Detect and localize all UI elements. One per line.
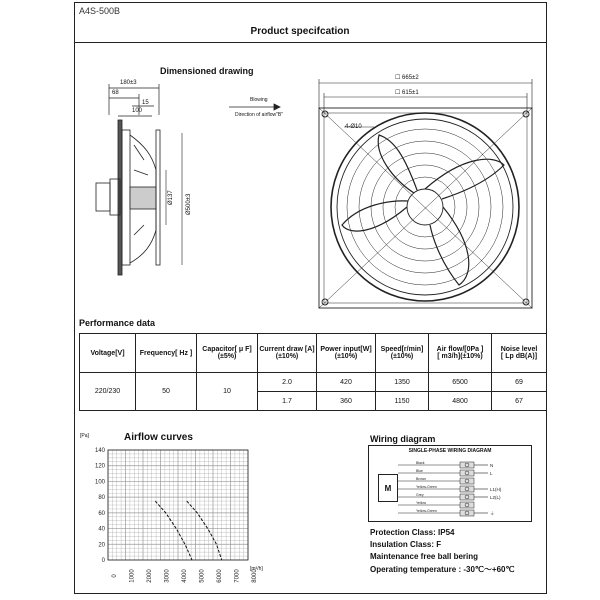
y-tick-label: 120 (94, 463, 105, 470)
dim-500-label: Ø500±3 (186, 193, 192, 215)
terminal-label: L1(H) (490, 487, 502, 492)
performance-table (79, 333, 547, 411)
x-tick-label: 8000 (252, 569, 258, 583)
airflow-chart (74, 440, 274, 590)
wire-label: Yellow-Green (416, 485, 437, 489)
wire-label: Yellow (416, 501, 426, 505)
header-current: Current draw [A] (±10%) (258, 334, 317, 373)
dim-100-label: 100 (132, 108, 143, 114)
cell-current: 2.0 (258, 373, 317, 392)
cell-speed: 1150 (376, 392, 429, 411)
header-voltage: Voltage[V] (80, 334, 136, 373)
x-tick-label: 7000 (234, 569, 241, 583)
page-title: Product specifcation (250, 26, 350, 37)
wire-label: Grey (416, 493, 424, 497)
dim-665-label: ☐ 665±2 (395, 75, 419, 81)
header-speed: Speed[r/min] (±10%) (376, 334, 429, 373)
terminal-label: N (490, 463, 494, 468)
dim-15-label: 15 (142, 100, 149, 106)
wire-label: Brown (416, 477, 426, 481)
header-capacitor: Capacitor[ μ F] (±5%) (197, 334, 258, 373)
x-tick-label: 1000 (129, 569, 136, 583)
y-unit-label: [Pa] (80, 433, 89, 439)
performance-title: Performance data (79, 318, 156, 328)
model-number: A4S-500B (79, 6, 121, 16)
blowing-label: Blowing (250, 97, 268, 103)
x-tick-label: 4000 (182, 569, 188, 583)
terminal-label: L (490, 471, 493, 476)
wire-label: Black (416, 461, 425, 465)
y-tick-label: 100 (94, 479, 105, 486)
wiring-lines (368, 455, 532, 521)
dim-137-label: Ø137 (168, 190, 174, 205)
dim-68-label: 68 (112, 90, 119, 96)
wiring-title: Wiring diagram (370, 434, 436, 444)
x-unit-label: [m³/h] (250, 566, 263, 572)
wiring-box-title: SINGLE-PHASE WIRING DIAGRAM (408, 448, 492, 454)
y-tick-label: 60 (98, 510, 105, 517)
x-tick-label: 0 (112, 574, 118, 578)
cell-frequency: 50 (136, 373, 197, 411)
protection-class: Protection Class: IP54 (370, 528, 455, 537)
dim-180-label: 180±3 (120, 80, 137, 86)
cell-airflow: 6500 (429, 373, 492, 392)
y-tick-label: 0 (101, 558, 105, 564)
holes-label: 4-Ø10 (345, 124, 362, 130)
x-tick-label: 6000 (217, 569, 223, 583)
wire-label: Yellow-Green (416, 509, 437, 513)
cell-speed: 1350 (376, 373, 429, 392)
cell-power: 420 (317, 373, 376, 392)
operating-temperature: Operating temperature : -30℃～+60℃ (370, 565, 515, 574)
y-tick-label: 80 (98, 495, 105, 502)
cell-voltage: 220/230 (80, 373, 136, 411)
cell-noise: 69 (492, 373, 547, 392)
title-divider (74, 42, 547, 43)
header-frequency: Frequency[ Hz ] (136, 334, 197, 373)
x-tick-label: 3000 (164, 569, 171, 583)
airflow-chart-title: Airflow curves (124, 432, 193, 443)
cell-airflow: 4800 (429, 392, 492, 411)
x-tick-label: 5000 (199, 569, 206, 583)
cell-capacitor: 10 (197, 373, 258, 411)
y-tick-label: 20 (98, 542, 105, 549)
header-airflow: Air flow/[0Pa ] [ m3/h](±10%) (429, 334, 492, 373)
maintenance-note: Maintenance free ball bering (370, 552, 479, 561)
direction-label: Direction of airflow"B" (235, 112, 284, 118)
insulation-class: Insulation Class: F (370, 540, 442, 549)
header-power: Power input[W] (±10%) (317, 334, 376, 373)
wire-label: Blue (416, 469, 424, 473)
terminal-label: L2(L) (490, 495, 501, 500)
cell-power: 360 (317, 392, 376, 411)
dimensioned-drawing (74, 75, 547, 315)
cell-current: 1.7 (258, 392, 317, 411)
dim-615-label: ☐ 615±1 (395, 90, 419, 96)
header-noise: Noise level [ Lp dB(A)] (492, 334, 547, 373)
x-tick-label: 2000 (147, 569, 153, 583)
motor-symbol: M (378, 474, 398, 502)
y-tick-label: 140 (94, 448, 105, 454)
y-tick-label: 40 (98, 526, 105, 533)
cell-noise: 67 (492, 392, 547, 411)
drawing-title: Dimensioned drawing (160, 66, 254, 76)
terminal-label: ⏚ (490, 511, 495, 516)
